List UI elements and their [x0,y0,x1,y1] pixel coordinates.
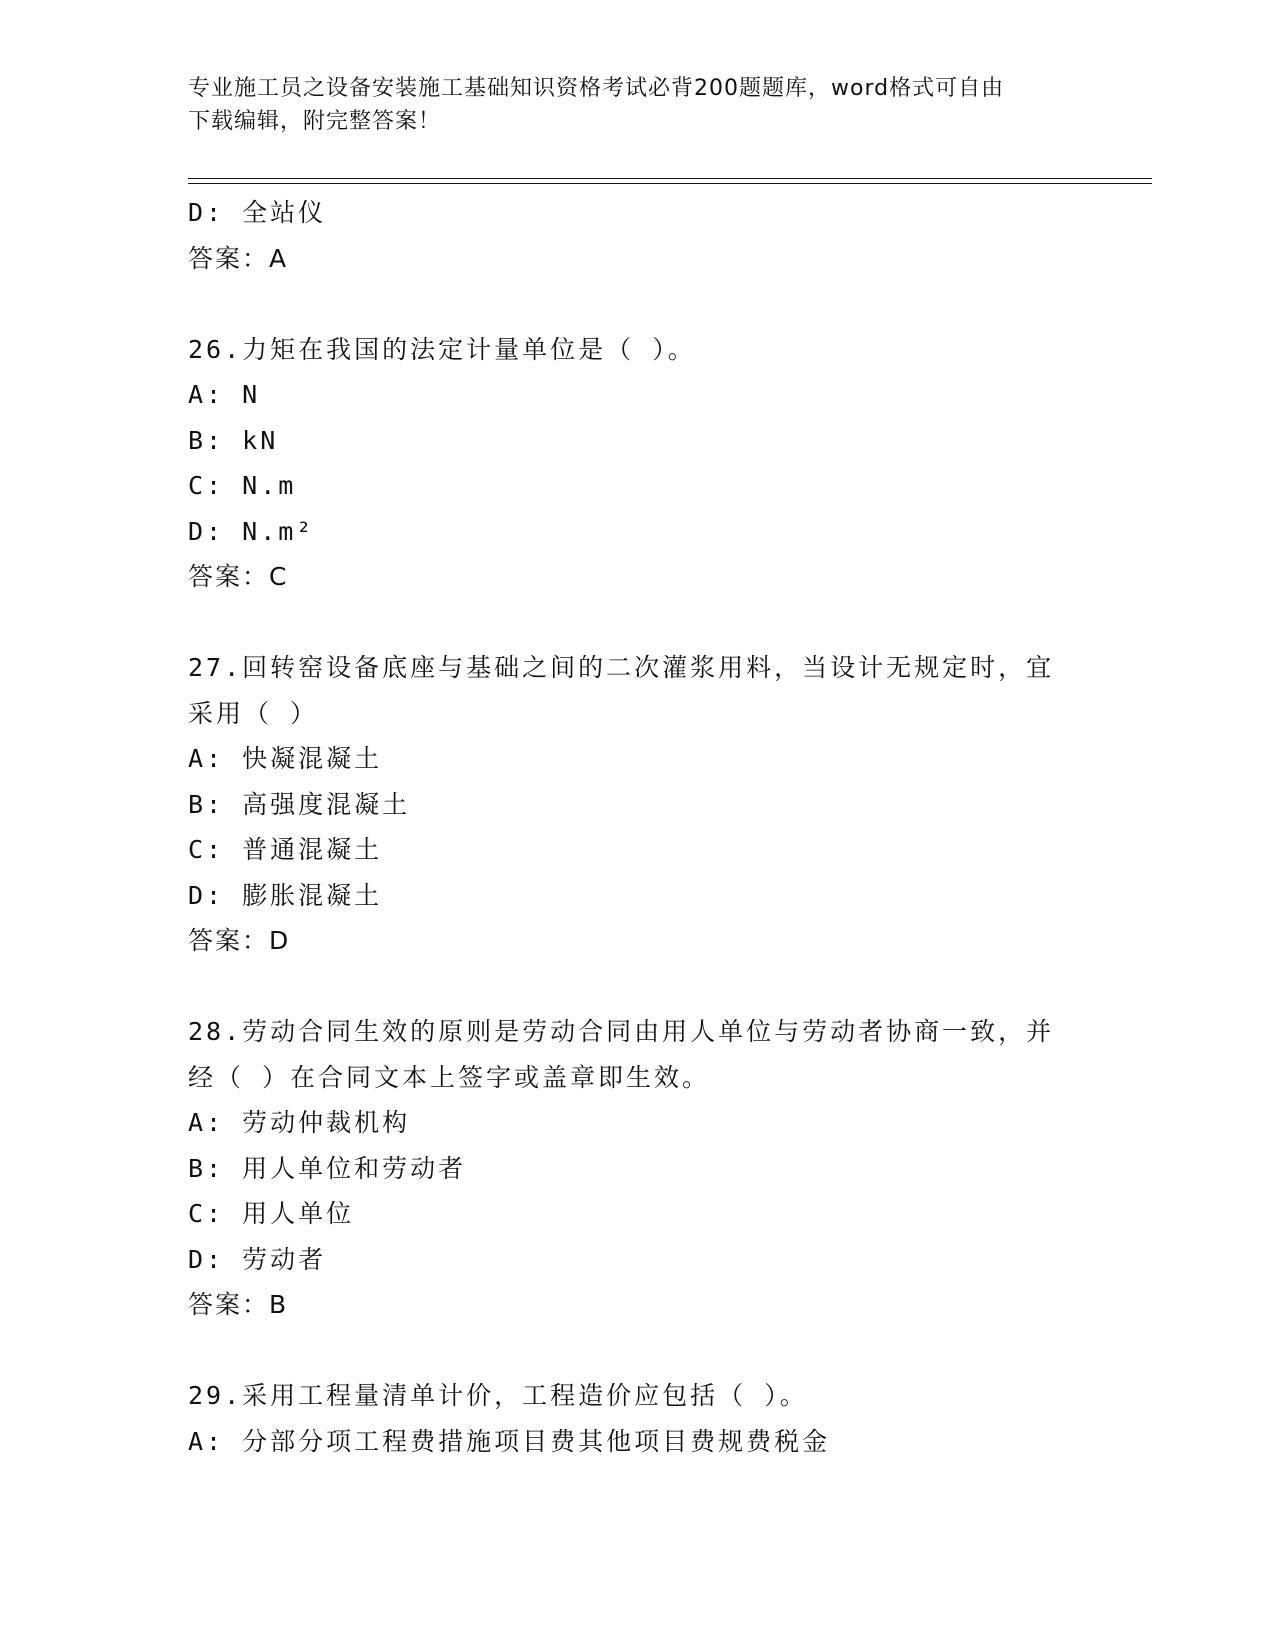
question-26-text: 26.力矩在我国的法定计量单位是（ ）。 [188,334,696,364]
header-divider-bottom [188,183,1152,184]
header-divider-top [188,178,1152,179]
question-26-option-c: C: N.m [188,471,297,500]
question-26-option-a: A: N [188,380,261,409]
question-28-option-d: D: 劳动者 [188,1244,327,1274]
spacer [188,600,1088,646]
question-27 [188,645,1088,964]
prev-option-d: D: 全站仪 [188,198,327,227]
prev-answer: 答案：A [188,243,289,273]
question-29-text: 29.采用工程量清单计价，工程造价应包括（ ）。 [188,1381,808,1410]
header-line-1: 专业施工员之设备安装施工基础知识资格考试必背200题题库，word格式可自由 [188,76,1005,101]
question-27-answer: 答案：D [188,926,291,955]
question-26-option-b: B: kN [188,425,279,455]
question-28-text-line-1: 28.劳动合同生效的原则是劳动合同由用人单位与劳动者协商一致，并 [188,1017,1055,1046]
question-27-text-line-1: 27.回转窑设备底座与基础之间的二次灌浆用料，当设计无规定时，宜 [188,653,1055,682]
question-28 [188,1009,1088,1328]
document-header [188,72,1088,138]
question-28-answer: 答案：B [188,1290,289,1319]
question-29 [188,1373,1088,1464]
header-line-2: 下载编辑，附完整答案！ [188,109,442,134]
question-28-option-a: A: 劳动仲裁机构 [188,1108,411,1137]
question-27-option-b: B: 高强度混凝土 [188,789,411,819]
question-26 [188,327,1088,600]
spacer [188,1328,1088,1374]
question-28-option-b: B: 用人单位和劳动者 [188,1153,467,1183]
spacer [188,281,1088,327]
question-27-option-c: C: 普通混凝土 [188,835,383,864]
question-28-text-line-2: 经（ ）在合同文本上签字或盖章即生效。 [188,1062,711,1092]
question-list [188,190,1088,1464]
question-27-text-line-2: 采用（ ） [188,698,319,728]
question-27-option-d: D: 膨胀混凝土 [188,880,383,910]
question-26-option-d: D: N.m² [188,516,315,546]
spacer [188,964,1088,1010]
question-28-option-c: C: 用人单位 [188,1199,355,1228]
question-26-answer: 答案：C [188,562,289,591]
question-29-option-a: A: 分部分项工程费措施项目费其他项目费规费税金 [188,1426,831,1456]
question-27-option-a: A: 快凝混凝土 [188,744,383,773]
